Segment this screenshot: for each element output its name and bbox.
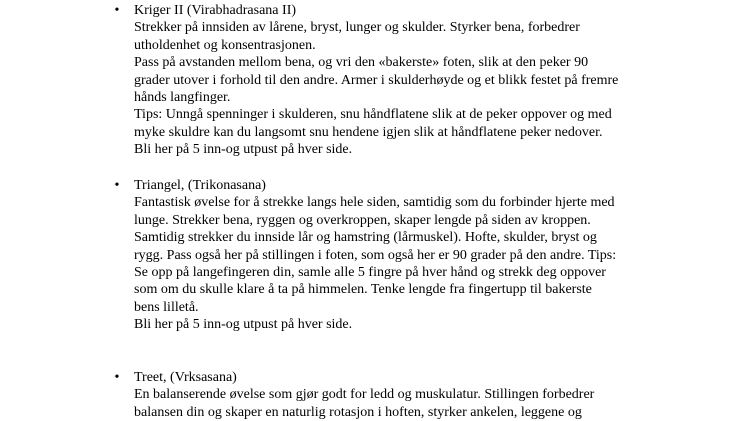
bullet-icon: •: [114, 178, 120, 193]
text-line: balansen din og skaper en naturlig rotasjon i hoften, styrker ankelen, leggene og: [134, 404, 582, 420]
text-line: utholdenhet og konsentrasjonen.: [134, 37, 316, 53]
text-line: En balanserende øvelse som gjør godt for ledd og muskulatur. Stillingen forbedrer: [134, 387, 595, 403]
text-line: hånds langfinger.: [134, 90, 231, 106]
text-line: Bli her på 5 inn-og utpust på hver side.: [134, 317, 353, 333]
bullet-icon: •: [114, 3, 120, 18]
text-line: grader utover i forhold til den andre. Armer i skulderhøyde og et blikk festet på fremre: [134, 72, 619, 88]
text-line: Strekker på innsiden av lårene, bryst, lunger og skulder. Styrker bena, forbedrer: [134, 20, 580, 36]
pose-title: Treet, (Vrksasana): [134, 370, 237, 385]
text-line: rygg. Pass også her på stillingen i foten, som også her er 90 grader på den andre. Tips:: [134, 247, 617, 263]
text-line: myke skuldre kan du langsomt snu hendene igjen slik at håndflatene peker nedover.: [134, 124, 603, 140]
pose-title: Kriger II (Virabhadrasana II): [134, 3, 297, 18]
list-item-triangel: [114, 177, 734, 334]
text-line: Samtidig strekker du innside lår og hamstring (lårmuskel). Hofte, skulder, bryst og: [134, 230, 597, 246]
text-line: Tips: Unngå spenninger i skulderen, snu håndflatene slik at de peker oppover og med: [134, 107, 612, 123]
text-line: bens lilletå.: [134, 299, 199, 315]
text-line: Se opp på langefingeren din, samle alle 5 fingre på hver hånd og strekk deg oppover: [134, 265, 606, 281]
text-line: Bli her på 5 inn-og utpust på hver side.: [134, 142, 353, 158]
text-line: lunge. Strekker bena, ryggen og overkroppen, skaper lengde på siden av kroppen.: [134, 212, 591, 228]
pose-title: Triangel, (Trikonasana): [134, 178, 266, 193]
text-line: Fantastisk øvelse for å strekke langs hele siden, samtidig som du forbinder hjerte med: [134, 195, 615, 211]
bullet-icon: •: [114, 370, 120, 385]
text-line: Pass på avstanden mellom bena, og vri den «bakerste» foten, slik at den peker 90: [134, 55, 589, 71]
list-item-kriger-ii: [114, 2, 734, 159]
list-item-treet: [114, 369, 734, 421]
text-line: som om du skulle klare å ta på himmelen. Tenke lengde fra fingertupp til bakerste: [134, 282, 592, 298]
